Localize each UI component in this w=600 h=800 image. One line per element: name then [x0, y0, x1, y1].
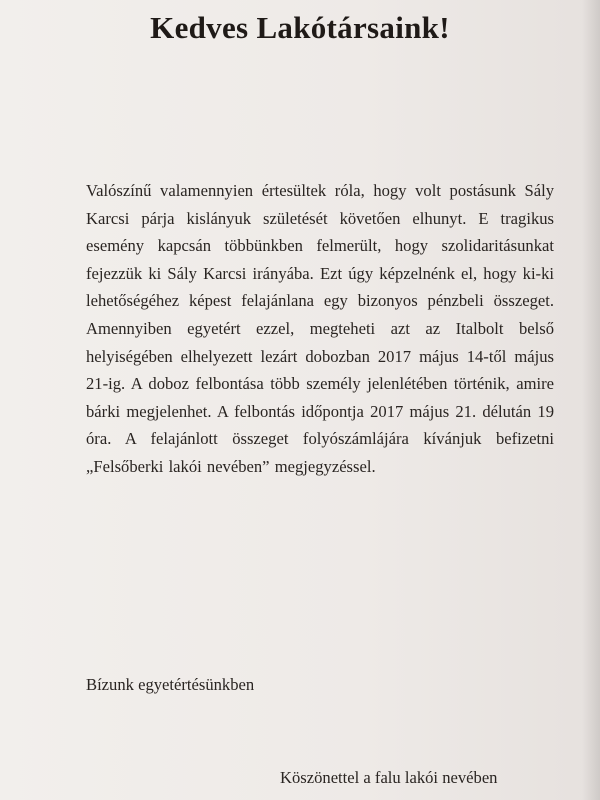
letter-signature: Köszönettel a falu lakói nevében [280, 768, 498, 787]
letter-body: Valószínű valamennyien értesültek róla, hogy volt postásunk Sály Karcsi párja kislányuk születését követően elhunyt. E tragikus esemény kapcsán többünkben felmerült, hogy szolidaritásunkat fejezzük ki Sály Karcsi irányába. Ezt úgy képzelnénk el, hogy ki-ki lehetőségéhez képest felajánlana egy bizonyos pénzbeli összeget. Amennyiben egyetért ezzel, megteheti azt az Italbolt belső helyiségében elhelyezett lezárt dobozban 2017 május 14-től május 21-ig. A doboz felbontása több személy jelenlétében történik, amire bárki megjelenhet. A felbontás időpontja 2017 május 21. délután 19 óra. A felajánlott összeget folyószámlájára kívánjuk befizetni „Felsőberki lakói nevében” megjegyzéssel. [86, 181, 554, 476]
page-edge-shadow [582, 0, 600, 800]
letter-closing: Bízunk egyetértésünkben [86, 675, 255, 694]
letter-title: Kedves Lakótársaink! [150, 10, 450, 45]
